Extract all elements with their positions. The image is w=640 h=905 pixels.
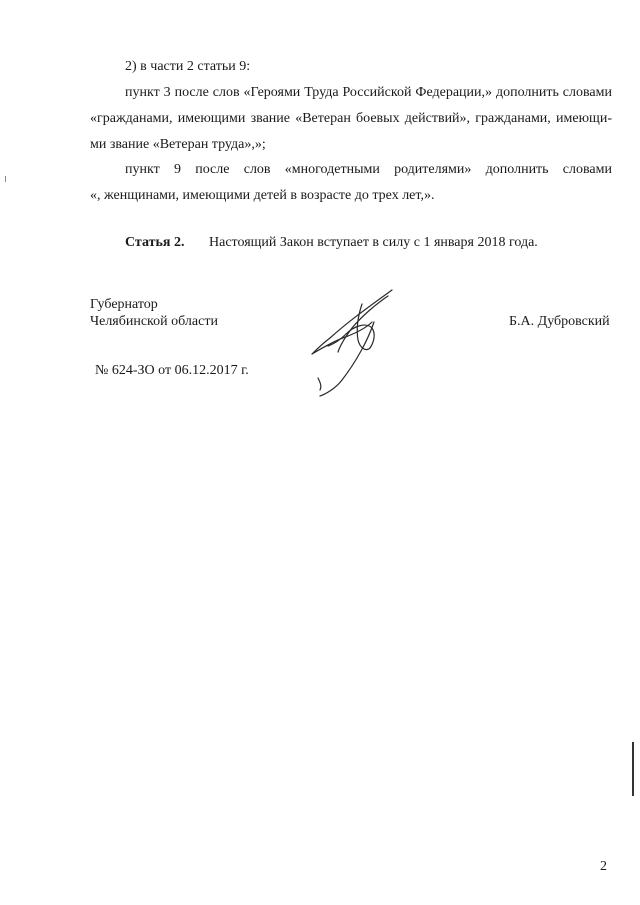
paragraph1-line2: «гражданами, имеющими звание «Ветеран боевых действий», гражданами, имеющи-: [90, 111, 612, 126]
signatory-title-line2: Челябинской области: [90, 314, 218, 329]
paragraph1-line3: ми звание «Ветеран труда»,»;: [90, 137, 266, 152]
handwritten-signature: [300, 282, 400, 400]
paragraph2-line2: «, женщинами, имеющими детей в возрасте до трех лет,».: [90, 188, 435, 203]
paragraph1-line1: пункт 3 после слов «Героями Труда Российской Федерации,» дополнить словами: [125, 85, 612, 100]
signatory-name: Б.А. Дубровский: [509, 314, 610, 329]
item-heading: 2) в части 2 статьи 9:: [125, 59, 251, 74]
scan-artifact: [5, 176, 6, 182]
article-label: Статья 2.: [125, 235, 185, 250]
signatory-title-line1: Губернатор: [90, 297, 158, 312]
article-text: Настоящий Закон вступает в силу с 1 января 2018 года.: [209, 235, 538, 250]
scan-artifact: [632, 742, 634, 796]
paragraph2-line1: пункт 9 после слов «многодетными родителями» дополнить словами: [125, 162, 612, 177]
page-number: 2: [600, 859, 607, 874]
law-number-date: № 624-ЗО от 06.12.2017 г.: [95, 363, 249, 378]
